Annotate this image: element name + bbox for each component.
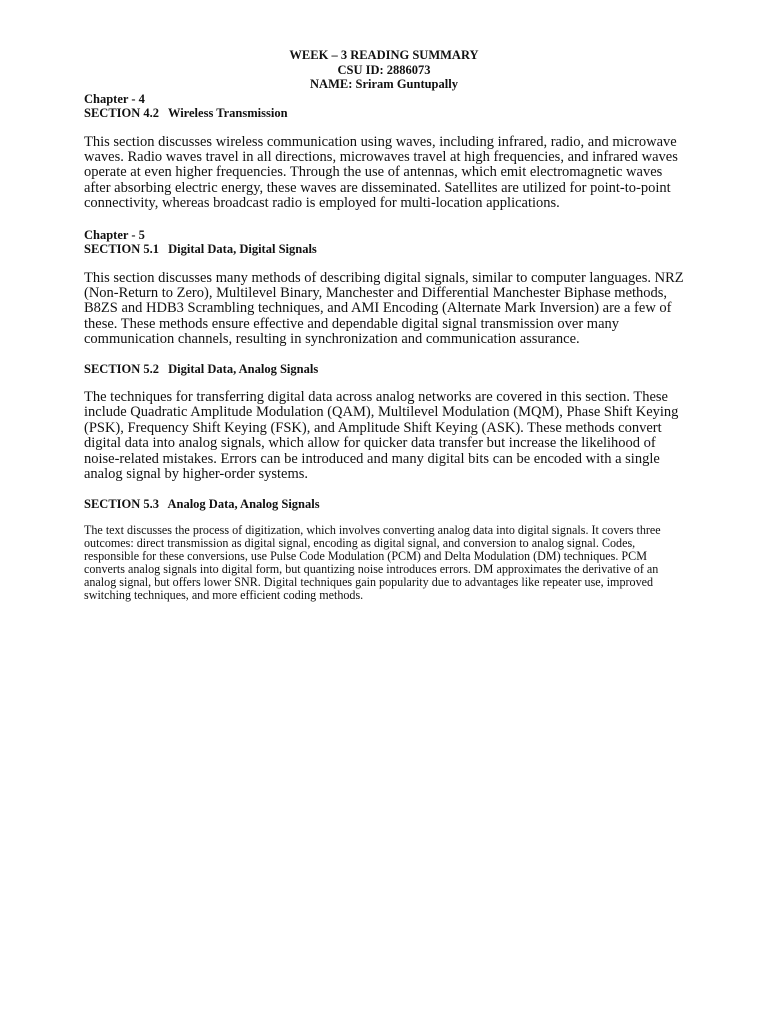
section-title: Wireless Transmission	[167, 106, 288, 120]
section-paragraph: This section discusses wireless communication using waves, including infrared, radio, and microwave waves. Radio waves travel in all directions, microwaves travel at high frequencies, and infrared waves operate at even higher frequencies. Through the use of antennas, which emit electromagnetic waves after absorbing electric energy, these waves are disseminated. Satellites are utilized for point-to-point connectivity, whereas broadcast radio is employed for multi-location applications.	[84, 133, 678, 212]
section-paragraph: This section discusses many methods of describing digital signals, similar to computer languages. NRZ (Non-Return to Zero), Multilevel Binary, Manchester and Differential Manchester Biphase methods, B8ZS and HDB3 Scrambling techniques, and AMI Encoding (Alternate Mark Inversion) are a few of these. These methods ensure effective and dependable digital signal transmission over many communication channels, resulting in synchronization and communication assurance.	[84, 269, 684, 348]
section-5-1	[84, 228, 684, 348]
document-header	[84, 48, 684, 92]
document-title: WEEK – 3 READING SUMMARY	[289, 48, 479, 62]
chapter-label: Chapter - 4	[84, 91, 145, 106]
section-heading	[84, 106, 684, 121]
section-number: SECTION 5.1	[84, 242, 160, 257]
document-page	[84, 48, 684, 602]
csu-id: CSU ID: 2886073	[337, 62, 431, 77]
section-paragraph: The techniques for transferring digital data across analog networks are covered in this section. These include Quadratic Amplitude Modulation (QAM), Multilevel Modulation (MQM), Phase Shift Keying (PSK), Frequency Shift Keying (FSK), and Amplitude Shift Keying (ASK). These methods convert digital data into analog signals, which allow for quicker data transfer but increase the likelihood of noise-related mistakes. Errors can be introduced and many digital bits can be encoded with a single analog signal by higher-order systems.	[84, 389, 679, 483]
section-number: SECTION 4.2	[84, 106, 160, 120]
chapter-label: Chapter - 5	[84, 227, 145, 242]
section-number: SECTION 5.2	[84, 361, 160, 376]
section-title: Digital Data, Analog Signals	[168, 361, 319, 376]
section-title: Analog Data, Analog Signals	[167, 496, 320, 511]
section-heading	[84, 242, 684, 257]
section-title: Digital Data, Digital Signals	[168, 242, 317, 257]
section-paragraph: The text discusses the process of digitization, which involves converting analog data into digital signals. It covers three outcomes: direct transmission as digital signal, encoding as digital signal, and conversion to analog signal. Codes, responsible for these conversions, use Pulse Code Modulation (PCM) and Delta Modulation (DM) techniques. PCM converts analog signals into digital form, but quantizing noise introduces errors. DM approximates the derivative of an analog signal, but offers lower SNR. Digital techniques gain popularity due to advantages like repeater use, improved switching techniques, and more efficient coding methods.	[84, 523, 661, 602]
section-5-2	[84, 362, 684, 483]
section-5-3	[84, 497, 684, 603]
section-4-2	[84, 92, 684, 212]
section-heading	[84, 497, 684, 512]
section-number: SECTION 5.3	[84, 496, 160, 511]
section-heading	[84, 362, 684, 377]
author-name: NAME: Sriram Guntupally	[310, 77, 458, 91]
